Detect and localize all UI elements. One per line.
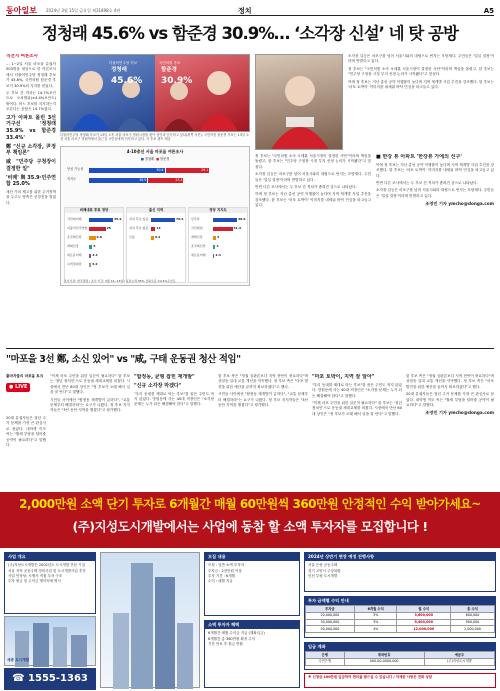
article-paragraph: 이에 정 후보는 지난 총선 공약 이행률이 높다며 지역 재개발 사업 추진을 강조했다. 함 후보는 '마포 토박이' 이미지를 내세워 바닥 민심을 파고들고 있다. [348, 79, 494, 89]
invest-line: 모집 : 일반 소액 투자자 [208, 563, 245, 568]
box-title: 투자 금액별 수익 안내 [305, 597, 495, 605]
chart-legend: ■ 정청래 ■ 함준경 [140, 156, 170, 161]
sub-chart-value: 25 [106, 226, 111, 230]
right-column-a [255, 154, 371, 344]
sub-chart-title: 비례대표 투표 정당 [65, 208, 123, 213]
poll-chart [60, 146, 250, 286]
chart-bar: 38.9 [89, 178, 147, 183]
lower-col-2 [50, 374, 130, 488]
sub-chart-label: 새로운미래 [191, 253, 206, 257]
ad-banner [0, 492, 500, 548]
sub-chart-value: 38.6 [238, 217, 246, 221]
pull-quote: 咸 "민주당 구청장이 결정한 일" [6, 159, 56, 172]
invest-line: 수익 : 매월 지급 [208, 579, 233, 584]
article-paragraph: 이에 정 후보는 지난 총선 공약 이행률이 높다며 지역 재개발 사업 추진을 강조했다. 함 후보는 '마포 토박이' 이미지를 내세워 바닥 민심을 파고들고 있다. [255, 192, 371, 208]
table-cell: 50,000,000 [306, 626, 355, 633]
table-cell: 2,000,000 [451, 626, 495, 633]
second-headline: "마포을 3선 鄭, 소신 있어" vs "咸, 구태 운동권 청산 적임" [6, 354, 241, 365]
article-paragraph: 이에 정 후보는 지난 총선 공약 이행률이 높다며 지역 재개발 사업 추진을 강조했다. 함 후보는 '마포 토박이' 이미지를 내세워 바닥 민심을 파고들고 있다. [376, 162, 494, 178]
method-line: 6개월간 매월 수익금 지급 (계좌입금) [208, 631, 265, 636]
sub-chart-label: 국민의미래 [67, 217, 82, 221]
sub-chart-value: 9.8 [96, 235, 102, 239]
candidate-photo-left [61, 55, 155, 131]
article-paragraph: 20대 유권자들은 청년 주거 문제를 가장 큰 관심사로 꼽았다. 대학생 이모 씨는 "월세 부담을 덜어줄 공약이 필요하다"고 말했다. [6, 416, 46, 447]
table-row [306, 612, 495, 619]
article-paragraph: 소각장 갈등은 마포구를 넘어 서울시와의 대립으로 번지는 모양새다. 주민들은 '밀실 결정'이라며 반발하고 있다. [376, 188, 494, 198]
section-name: 정치 [238, 7, 252, 15]
table-header: 6개월 수익 [354, 606, 397, 613]
candidate-name: 함준경 [161, 67, 177, 73]
ad-table-box [304, 596, 496, 638]
sub-chart-row [67, 244, 123, 251]
method-line: 기간 만료 후 원금 반환 [208, 641, 243, 646]
legend-item: 함준경 [160, 156, 170, 161]
article-paragraph: 소각장 갈등은 마포구를 넘어 서울시와의 대립으로 번지는 모양새다. 주민들은 '밀실 결정'이라며 반발하고 있다. [255, 172, 371, 182]
sub-chart-row [67, 226, 123, 233]
article-paragraph: 20대 유권자들은 청년 주거 문제를 가장 큰 관심사로 꼽았다. 대학생 이모 씨는 "월세 부담을 덜어줄 공약이 필요하다"고 말했다. [406, 392, 494, 407]
table-cell: 3% [354, 619, 397, 626]
sub-chart-value: 76.6 [176, 217, 184, 221]
table-cell: 3% [354, 612, 397, 619]
chart-bar: 29.1 [166, 168, 210, 173]
table-row [306, 619, 495, 626]
table-cell: (주)지성도시개발 [424, 658, 494, 665]
article-paragraph: 두 후보 간 격차는 14.7%포인트로 오차범위(±4.4%포인트) 밖이다. 어느 후보를 지지하는지 모른다는 응답은 14.7%였다. [6, 91, 56, 112]
box-title: 모집 내용 [205, 553, 299, 561]
table-row [306, 658, 495, 665]
sub-chart-row [129, 235, 185, 242]
sub-chart-row [67, 235, 123, 242]
sub-chart-row [67, 217, 123, 224]
pull-quote: '비례' 與 35.9·민주연합 25.0% [6, 174, 56, 188]
sub-chart [64, 207, 124, 283]
schedule-line: 서울 은평 공동주택 [308, 563, 338, 568]
table-cell: 30,000,000 [306, 619, 355, 626]
lower-col-6 [406, 374, 494, 488]
sub-chart-bar [213, 218, 237, 222]
table-cell: 600,000 [451, 612, 495, 619]
overview-line: 서울 지역 공동주택 정비사업 및 도시개발사업 추진 [8, 568, 86, 573]
overview-line: 투자 원금 및 수익금 계약서에 명시 [8, 579, 61, 584]
sub-chart-value: 2.4 [215, 253, 221, 257]
sub-chart-title: 출신 지역 [127, 208, 185, 213]
box-title: 입금 계좌 [305, 643, 495, 651]
page-number: A5 [483, 7, 494, 15]
sub-charts [64, 207, 248, 283]
overview-line: 사업 안정성: 시행사 직접 투자 구조 [8, 573, 63, 578]
sub-chart-row [191, 253, 247, 260]
sub-chart-bar [151, 227, 155, 231]
chart-bar: 23.4 [148, 178, 183, 183]
article-paragraph: 함 후보 측은 "정권 심판론보다 지역 현안이 중요하다"며 상암동 일대 교통 개선을 약속했다. 정 후보 측은 "마포 발전을 위한 예산을 끝까지 확보하겠다"고 했다. [406, 374, 494, 389]
sub-chart-bar [89, 245, 92, 249]
sub-chart [126, 207, 186, 283]
account-table [305, 651, 495, 666]
table-cell: 국민은행 [306, 658, 345, 665]
table-header: 월 수익 [397, 606, 451, 613]
right-column-top [348, 54, 494, 150]
issue-date: 2024년 3월 15일 금요일 제31898호 4판 [46, 8, 121, 13]
chart-source: 조사기관: 한국갤럽 / 조사 기간: 3월 12~13일 / 표본오차 95% 신뢰수준 ±4.4%포인트 [64, 279, 176, 284]
sub-chart-label: 새로운미래 [67, 253, 82, 257]
sub-chart-row [67, 253, 123, 260]
legend-item: 정청래 [144, 156, 154, 161]
candidate-party: 국민의힘 후보 [159, 61, 181, 65]
sub-chart [188, 207, 248, 283]
box-title: 2024년 상반기 현장 예정 진행사항 [305, 553, 495, 561]
sub-chart-label: 개혁신당 [67, 244, 79, 248]
sub-chart-value: 5 [93, 244, 96, 248]
table-header: 계좌번호 [344, 652, 424, 659]
sub-heading: "마포 토박이, 지역 잘 알아" [312, 374, 375, 380]
chart-group-row [67, 167, 245, 174]
table-cell: 3,600,000 [397, 612, 451, 619]
sub-chart-label: 녹색정의당 [67, 262, 82, 266]
ad-headline-1: 2,000만원 소액 단기 투자로 6개월간 매월 60만원씩 360만원 안정적인 수익 받아가세요~ [19, 497, 481, 511]
company-caption: 세종 도시개발 [7, 657, 30, 662]
sub-chart-value: 4 [216, 244, 219, 248]
ad-overview-box [4, 552, 96, 614]
schedule-line: 인천 부평 도시개발 [308, 573, 338, 578]
sub-chart-bar [213, 254, 214, 258]
live-label: 출마자들의 마포을 토크 [6, 374, 44, 378]
chart-title: 4·10총선 서울 마포을 여론조사 [126, 149, 184, 154]
sub-chart-row [191, 235, 247, 242]
sub-chart-label: 조국혁신당 [67, 235, 82, 239]
phone-number[interactable]: ☎ 1555-1363 [4, 668, 96, 690]
invest-line: 투자 기간 : 6개월 [208, 573, 236, 578]
article-paragraph: 정 후보는 "국민의힘 소속 오세훈 서울시장이 결정한 사안"이라며 책임을 돌렸고, 함 후보는 "민주당 구청장 시절 부지 선정 논의가 시작됐다"고 맞섰다. [255, 154, 371, 169]
sub-chart-label: 개혁신당 [191, 235, 203, 239]
sub-chart-label: 조국혁신당 [191, 244, 206, 248]
person-photo-icon [256, 55, 343, 150]
main-headline-block [6, 18, 494, 50]
candidate-percentage: 45.6% [111, 76, 143, 86]
pull-quote: 鄭 "신규 소각장, 尹정부 책임론" [6, 143, 56, 157]
article-paragraph: "이제 마포 주민을 위한 일꾼이 필요하다" 함 후보는 '청년 정치인'으로 운동권 세대교체를 외쳤다. 시장에서 만난 60대 상인은 "정 후보가 오래 해서 일을 잘 안다"고 말했다. [50, 374, 130, 395]
candidate-photo-right-col [255, 54, 343, 150]
main-headline: 정청래 45.6% vs 함준경 30.9%… ‘소각장 신설’ 네 탓 공방 [42, 24, 458, 43]
sub-chart-row [67, 262, 123, 269]
ad-method-box [204, 620, 300, 688]
table-cell: 000-00-0000-000 [344, 658, 424, 665]
tower-icon [101, 553, 201, 689]
article-paragraph: "우리 동네를 제대로 아는 후보"를 꼽은 주민도 적지 않았다. 망원동에 사는 40대 직장인은 "소각장 문제는 누가 되든 해결해야 한다"고 말했다. [134, 391, 214, 407]
sub-chart-bar [89, 263, 91, 267]
divider [6, 348, 494, 349]
sub-chart-bar [89, 227, 106, 231]
sub-heading: "신규 소각장 막겠다" [134, 382, 182, 389]
box-title: 소액 투자자 혜택 [205, 621, 299, 629]
byline: 조영민 기자 ymcho@donga.com [425, 410, 494, 416]
lower-col-5 [312, 374, 402, 488]
left-column [6, 54, 56, 344]
lower-col-4 [218, 374, 308, 488]
second-headline-block [6, 353, 494, 369]
building-render [4, 616, 96, 666]
lower-col-1 [6, 416, 46, 488]
ad-invest-box [204, 552, 300, 616]
return-table [305, 605, 495, 633]
article-paragraph: 반면 다른 조사에서는 두 후보 간 격차가 좁혀진 것으로 나타났다. [376, 180, 478, 185]
sub-chart-bar [89, 218, 113, 222]
candidate-photo-right [155, 55, 249, 131]
sub-heading: ■ 한강 뷰 아파트 '한강뷰 가에의 선구' [376, 154, 462, 160]
sub-chart-title: 정당 지지도 [189, 208, 247, 213]
pull-quote: 고가 아파트 몰린 3선거구선 '정청래 35.9% vs 함준경 33.4%' [6, 114, 56, 141]
table-cell: 20,000,000 [306, 612, 355, 619]
phone-text: 1555-1363 [28, 673, 88, 684]
table-cell: 5,400,000 [397, 619, 451, 626]
live-badge-text: LIVE [15, 384, 28, 391]
newspaper-logo: 동아일보 [6, 5, 37, 15]
article-paragraph: 시민들 사이에선 "합정동 재개발이 급하다", "교통 문제부터 해결하라"는 요구가 나왔다. 정 후보 지지자들은 "3선 동안 지역을 챙겼다"고 평가했다. [218, 392, 308, 407]
sub-chart-label: 지지 후보 있음 [129, 217, 149, 221]
sub-chart-bar [89, 236, 96, 240]
article-paragraph: 함 후보 측은 "정권 심판론보다 지역 현안이 중요하다"며 상암동 일대 교통 개선을 약속했다. 정 후보 측은 "마포 발전을 위한 예산을 끝까지 확보하겠다"고 했다. [218, 374, 308, 389]
sub-chart-value: 5 [217, 235, 220, 239]
sub-chart-value: 14 [156, 226, 161, 230]
masthead [6, 4, 494, 16]
tower-render [100, 552, 200, 688]
ad-body [0, 550, 500, 691]
sub-chart-bar [213, 227, 233, 231]
table-cell: 900,000 [451, 619, 495, 626]
sub-chart-label: 국민의힘 [191, 226, 203, 230]
sub-chart-bar [213, 245, 215, 249]
byline: 조영민 기자 ymcho@donga.com [425, 201, 494, 207]
table-header: 예금주 [424, 652, 494, 659]
sub-chart-value: 3.4 [92, 253, 98, 257]
person-silhouette-icon [61, 55, 156, 132]
sub-chart-bar [151, 218, 175, 222]
article-paragraph: … 1~2일 서울 마포을 유권자 503명을 대상으로 한 여론조사에서 더불어민주당 정청래 후보가 45.6%, 국민의힘 함준경 후보가 30.9%의 지지를 얻었다. [6, 62, 56, 88]
article-paragraph: 정 후보는 "국민의힘 소속 오세훈 서울시장이 결정한 사안"이라며 책임을 돌렸고, 함 후보는 "민주당 구청장 시절 부지 선정 논의가 시작됐다"고 맞섰다. [348, 66, 494, 77]
schedule-line: 경기 고양시 주상복합 [308, 568, 341, 573]
table-cell: 4% [354, 626, 397, 633]
method-line: 6개월간 총 360만원 확정 수익 [208, 636, 256, 641]
sub-chart-row [129, 226, 185, 233]
article-paragraph: 반면 다른 조사에서는 두 후보 간 격차가 좁혀진 것으로 나타났다. [255, 184, 357, 189]
chart-group-row [67, 177, 245, 184]
sub-chart-label: 더불어민주연합 [67, 226, 88, 230]
series-tag: 격전지 여론조사 [6, 54, 38, 59]
live-box [6, 374, 46, 414]
right-column-b [376, 154, 494, 344]
photo-caption: 더불어민주당 정청래 후보가 13일 오후 서울 마포구 망원시장을 찾아 상인과 인사하고 있다(왼쪽 사진). 국민의힘 함준경 후보는 13일 오전 서울 마포구 망원역에서 출근길 시민들에게 인사하고 있다. 각 후보 캠프 제공 [60, 133, 249, 142]
sub-chart-row [191, 226, 247, 233]
invest-line: 투자금 : 2천만원 이상 [208, 568, 242, 573]
sub-chart-row [129, 217, 185, 224]
overview-line: (주)지성도시개발은 2002년도 도시개발 전문 기업 [8, 563, 85, 568]
article-paragraph: "이제 마포 주민을 위한 일꾼이 필요하다" 함 후보는 '청년 정치인'으로 운동권 세대교체를 외쳤다. 시장에서 만난 60대 상인은 "정 후보가 오래 해서 일을 잘 안다"고 말했다. [312, 400, 402, 416]
sub-chart-bar [151, 236, 154, 240]
sub-chart-row [191, 244, 247, 251]
candidate-percentage: 30.9% [161, 76, 193, 86]
sub-chart-row [191, 217, 247, 224]
article-paragraph: 재산 가치 제고를 위한 주거정책을 두고도 양측은 신경전을 벌였다. [6, 190, 56, 205]
ad-schedule-box [304, 552, 496, 592]
ad-footnote: ※ 신청금 100만원 입금하여 편의를 받으실 수 있습니다 / 자세한 사항은 전화 상담 [304, 673, 496, 688]
ad-account-box [304, 642, 496, 670]
box-title: 사업 개요 [5, 553, 95, 561]
sub-chart-bar [213, 236, 216, 240]
lower-col-3 [134, 374, 214, 488]
article-paragraph: 소각장 갈등은 마포구를 넘어 서울시와의 대립으로 번지는 모양새다. 주민들은 '밀실 결정'이라며 반발하고 있다. [348, 54, 494, 64]
sub-chart-label: 민주당 [191, 217, 200, 221]
sub-chart-value: 3.2 [92, 262, 98, 266]
article-paragraph: "우리 동네를 제대로 아는 후보"를 꼽은 주민도 적지 않았다. 망원동에 사는 40대 직장인은 "소각장 문제는 누가 되든 해결해야 한다"고 말했다. [312, 382, 402, 398]
candidate-name: 정청래 [111, 67, 127, 73]
sub-chart-bar [89, 254, 91, 258]
table-cell: 12,000,000 [397, 626, 451, 633]
sub-chart-value: 31.4 [233, 226, 241, 230]
table-header: 투자금 [306, 606, 355, 613]
chart-group-label: 지지도 [67, 177, 77, 181]
table-header: 총 수익 [451, 606, 495, 613]
table-header: 은행 [306, 652, 345, 659]
chart-bar: 50.4 [89, 168, 165, 173]
sub-chart-label: 지지 후보 없음 [129, 226, 149, 230]
ad-headline-2: (주)지성도시개발에서는 사업에 동참 할 소액 투자자를 모집합니다 ! [72, 519, 428, 534]
candidate-party: 더불어민주당 후보 [109, 61, 138, 65]
sub-heading: "합정동, 균형 잡힌 재개발" [134, 374, 195, 380]
sub-chart-label: 모름 [129, 235, 135, 239]
live-badge[interactable]: ● LIVE [6, 383, 30, 392]
chart-group-label: 당선 가능성 [67, 167, 84, 171]
sub-chart-value: 9.4 [154, 235, 161, 239]
sub-chart-value: 35.9 [114, 217, 122, 221]
candidate-photo [60, 54, 250, 132]
article-paragraph: 시민들 사이에선 "합정동 재개발이 급하다", "교통 문제부터 해결하라"는 요구가 나왔다. 정 후보 지지자들은 "3선 동안 지역을 챙겼다"고 평가했다. [50, 397, 130, 413]
table-row [306, 626, 495, 633]
